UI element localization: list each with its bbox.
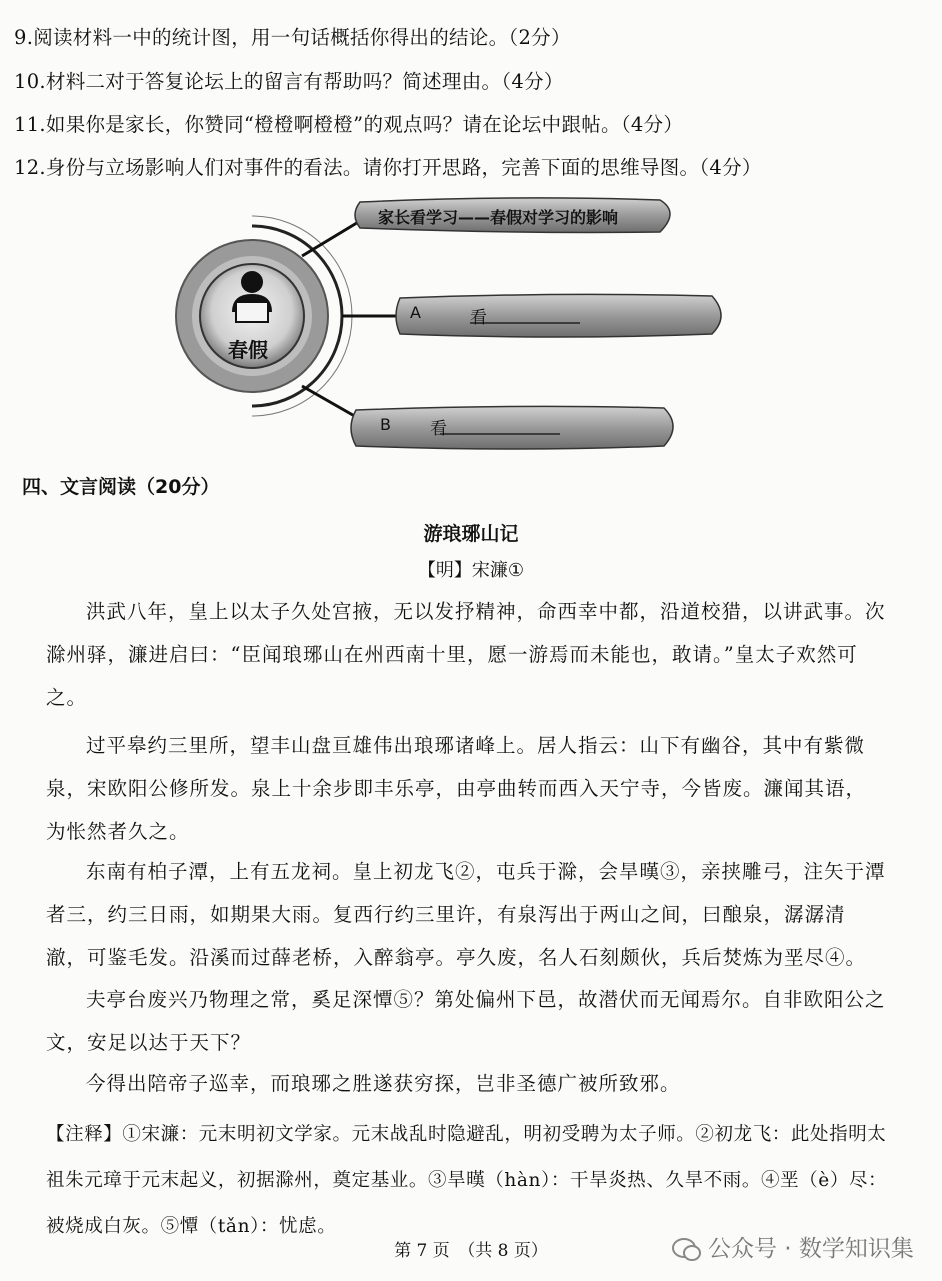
paragraph-3: 东南有柏子潭，上有五龙祠。皇上初龙飞②，屯兵于滁，会旱暵③，亲挟雕弓，注矢于潭者三，约三日雨，如期果大雨。复西行约三里许，有泉泻出于两山之间，曰酿泉，潺潺清澈，可鉴毛发。沿溪而过薛老桥，入醉翁亭。亭久废，名人石刻颇伙，兵后焚炼为垩尽④。: [46, 860, 886, 969]
paragraph-5: 今得出陪帝子巡幸，而琅琊之胜遂获穷探，岂非圣德广被所致邪。: [86, 1072, 681, 1095]
mindmap-top-bar-text: 家长看学习——春假对学习的影响: [378, 208, 619, 227]
paragraph-1: 洪武八年，皇上以太子久处宫掖，无以发抒精神，命西幸中都，沿道校猎，以讲武事。次滁州驿，濂进启曰：“臣闻琅琊山在州西南十里，愿一游焉而未能也，敢请。”皇太子欢然可之。: [46, 600, 886, 709]
paragraph-2: 过平皋约三里所，望丰山盘亘雄伟出琅琊诸峰上。居人指云：山下有幽谷，其中有紫微泉，宋欧阳公修所发。泉上十余步即丰乐亭，由亭曲转而西入天宁寺，今皆废。濂闻其语，为怅然者久之。: [46, 734, 867, 843]
question-9: 9.阅读材料一中的统计图，用一句话概括你得出的结论。（2分）: [14, 26, 571, 49]
bar-b-letter: B: [380, 415, 391, 434]
bar-a-letter: A: [410, 303, 421, 322]
bar-b-shape: [351, 406, 673, 449]
question-10: 10.材料二对于答复论坛上的留言有帮助吗？简述理由。（4分）: [14, 70, 564, 93]
bar-a-shape: [396, 294, 721, 337]
question-11: 11.如果你是家长，你赞同“橙橙啊橙橙”的观点吗？请在论坛中跟帖。（4分）: [14, 113, 684, 136]
question-12: 12.身份与立场影响人们对事件的看法。请你打开思路，完善下面的思维导图。（4分）: [14, 156, 762, 179]
article-author: 【明】宋濂①: [417, 560, 525, 581]
paragraph-4: 夫亭台废兴乃物理之常，奚足深憛⑤？第处偏州下邑，故潜伏而无闻焉尔。自非欧阳公之文，安足以达于天下？: [46, 988, 886, 1054]
section-heading: 四、文言阅读（20分）: [22, 476, 220, 498]
article-title: 游琅琊山记: [423, 523, 519, 545]
mindmap-center-label: 春假: [228, 338, 268, 362]
page-footer: 第 7 页 （共 8 页）: [394, 1241, 548, 1261]
annotations: 【注释】①宋濂：元末明初文学家。元末战乱时隐避乱，明初受聘为太子师。②初龙飞：此处指明太祖朱元璋于元末起义，初据滁州，奠定基业。③旱暵（hàn）：干旱炎热、久旱不雨。④垩（è）尽：被烧成白灰。⑤憛（tǎn）：忧虑。: [46, 1124, 888, 1237]
bar-b-text: 看: [430, 419, 447, 439]
bar-a-text: 看: [470, 308, 487, 328]
wechat-icon: [672, 1238, 702, 1262]
watermark-text: 公众号 · 数学知识集: [708, 1236, 914, 1262]
watermark: [672, 1230, 914, 1263]
